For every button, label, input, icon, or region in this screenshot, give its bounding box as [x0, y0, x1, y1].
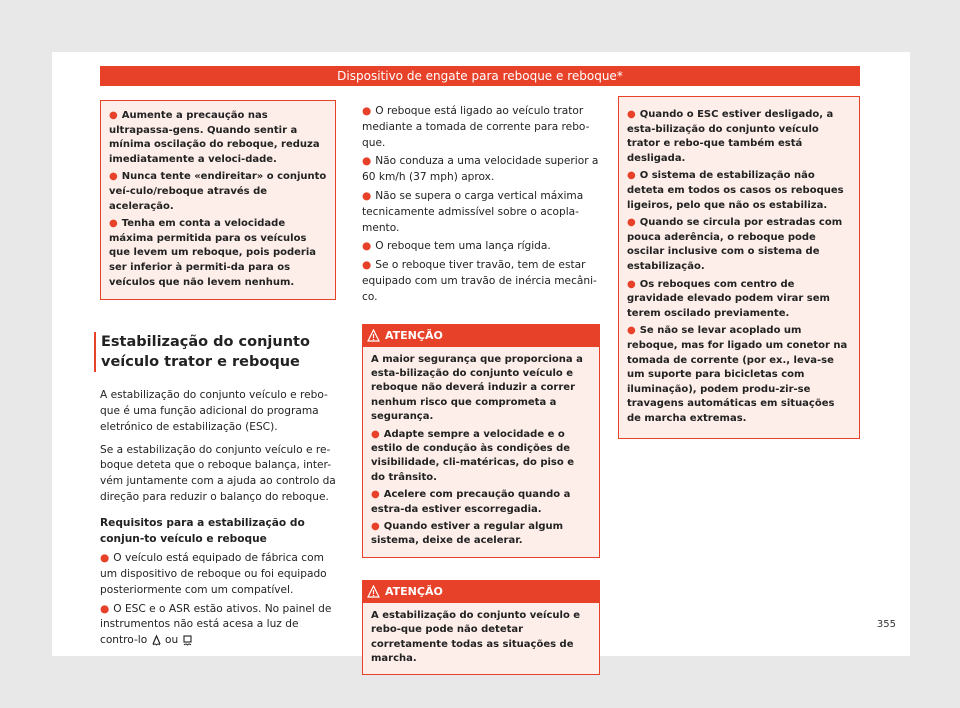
warning-title: ATENÇÃO: [385, 328, 443, 342]
bullet-icon: ●: [627, 217, 636, 229]
esc-warning-icon: [151, 634, 162, 646]
bullet-icon: ●: [627, 278, 636, 290]
page-number: 355: [876, 619, 896, 630]
warning-triangle-icon: [367, 329, 380, 342]
bullet-icon: ●: [371, 428, 380, 440]
bullet-icon: ●: [109, 171, 118, 183]
caution-box: [618, 96, 860, 439]
warning-header: [363, 325, 599, 347]
bullet-icon: ●: [362, 155, 372, 168]
column-1: [100, 100, 336, 652]
list-item: ● O veículo está equipado de fábrica com um dispositivo de reboque ou foi equipado posteriormente com um compatível.: [100, 552, 327, 596]
warning-text: A estabilização do conjunto veículo e rebo-que pode não detetar corretamente todas as situações de marcha.: [371, 609, 581, 665]
column-2: [362, 104, 600, 675]
bullet-icon: ●: [362, 259, 372, 272]
warning-header: [363, 581, 599, 603]
bullet-icon: ●: [362, 105, 372, 117]
list-item: ● O ESC e o ASR estão ativos. No painel de instrumentos não está acesa a luz de contro-lo ou: [100, 602, 332, 647]
list-item: ● Não se supera o carga vertical máxima tecnicamente admissível sobre o acopla-mento.: [362, 189, 584, 234]
list-item: ● Se não se levar acoplado um reboque, mas for ligado um conetor na tomada de corrente (por ex., leva-se um suporte para bicicletas com iluminação), podem produ-zir-se travagens automáticas em situações de marcha extremas.: [627, 325, 848, 424]
list-item: ● Quando estiver a regular algum sistema, deixe de acelerar.: [371, 521, 564, 547]
bullet-icon: ●: [109, 110, 118, 121]
bullet-icon: ●: [627, 170, 636, 182]
list-item: ● O reboque tem uma lança rígida.: [362, 240, 551, 253]
asr-warning-icon: [182, 634, 193, 646]
bullet-icon: ●: [371, 521, 380, 533]
list-item: ● Nunca tente «endireitar» o conjunto veí-culo/reboque através de aceleração.: [109, 171, 327, 212]
list-item: ● O reboque está ligado ao veículo trator mediante a tomada de corrente para rebo-que.: [362, 105, 590, 149]
list-item: ● Adapte sempre a velocidade e o estilo de condução às condições de visibilidade, cli-matéricas, do piso e do trânsito.: [371, 428, 575, 483]
list-item: ● Os reboques com centro de gravidade elevado podem virar sem terem oscilado previamente.: [627, 278, 830, 319]
bullet-icon: ●: [371, 489, 380, 501]
paragraph: Se a estabilização do conjunto veículo e re-boque deteta que o reboque balança, inter-vém juntamente com a ajuda ao controlo da direção para reduzir o balanço do reboque.: [100, 443, 336, 503]
list-item: ● Tenha em conta a velocidade máxima permitida para os veículos que levem um reboque, pois poderia ser inferior à permiti-da para os veículos que não levem nenhum.: [109, 218, 317, 288]
warning-box: [362, 324, 600, 558]
body-text: [100, 388, 336, 649]
bullet-icon: ●: [627, 325, 636, 337]
bullet-icon: ●: [362, 189, 372, 202]
bullet-icon: ●: [362, 240, 372, 253]
list-item: ● Se o reboque tiver travão, tem de estar equipado com um travão de inércia mecâni-co.: [362, 259, 597, 303]
list-item: ● Acelere com precaução quando a estra-da estiver escorregadia.: [371, 489, 571, 515]
warning-box: [362, 580, 600, 676]
warning-title: ATENÇÃO: [385, 584, 443, 598]
list-item: ● Quando o ESC estiver desligado, a esta-bilização do conjunto veículo trator e rebo-que também está desligada.: [627, 109, 834, 164]
caution-box: [100, 100, 336, 300]
bullet-icon: ●: [100, 552, 110, 565]
column-3: [618, 96, 860, 439]
bullet-icon: ●: [627, 109, 636, 120]
bullet-icon: ●: [109, 218, 118, 230]
list-item: ● O sistema de estabilização não deteta em todos os casos os reboques ligeiros, pelo que não os estabiliza.: [627, 170, 844, 211]
paragraph: A estabilização do conjunto veículo e rebo-que é uma função adicional do programa eletrónico de estabilização (ESC).: [100, 389, 328, 433]
list-item: ● Quando se circula por estradas com pouca aderência, o reboque pode oscilar inclusive com o sistema de estabilização.: [627, 217, 843, 272]
subheading: Requisitos para a estabilização do conjun-to veículo e reboque: [100, 516, 305, 545]
list-item: ● Aumente a precaução nas ultrapassa-gens. Quando sentir a mínima oscilação do reboque, reduza imediatamente a veloci-dade.: [109, 110, 320, 165]
warning-intro: A maior segurança que proporciona a esta-bilização do conjunto veículo e reboque não deverá induzir a correr nenhum risco que comprometa a segurança.: [371, 353, 583, 423]
body-text: [362, 104, 600, 306]
page-header: Dispositivo de engate para reboque e reboque*: [100, 66, 860, 86]
warning-triangle-icon: [367, 585, 380, 598]
warning-body: [363, 603, 599, 675]
list-item: ● Não conduza a uma velocidade superior a 60 km/h (37 mph) aprox.: [362, 155, 599, 184]
manual-page: [52, 52, 910, 665]
warning-body: [363, 347, 599, 557]
section-title: Estabilização do conjunto veículo trator e reboque: [94, 332, 336, 372]
bullet-icon: ●: [100, 602, 110, 615]
